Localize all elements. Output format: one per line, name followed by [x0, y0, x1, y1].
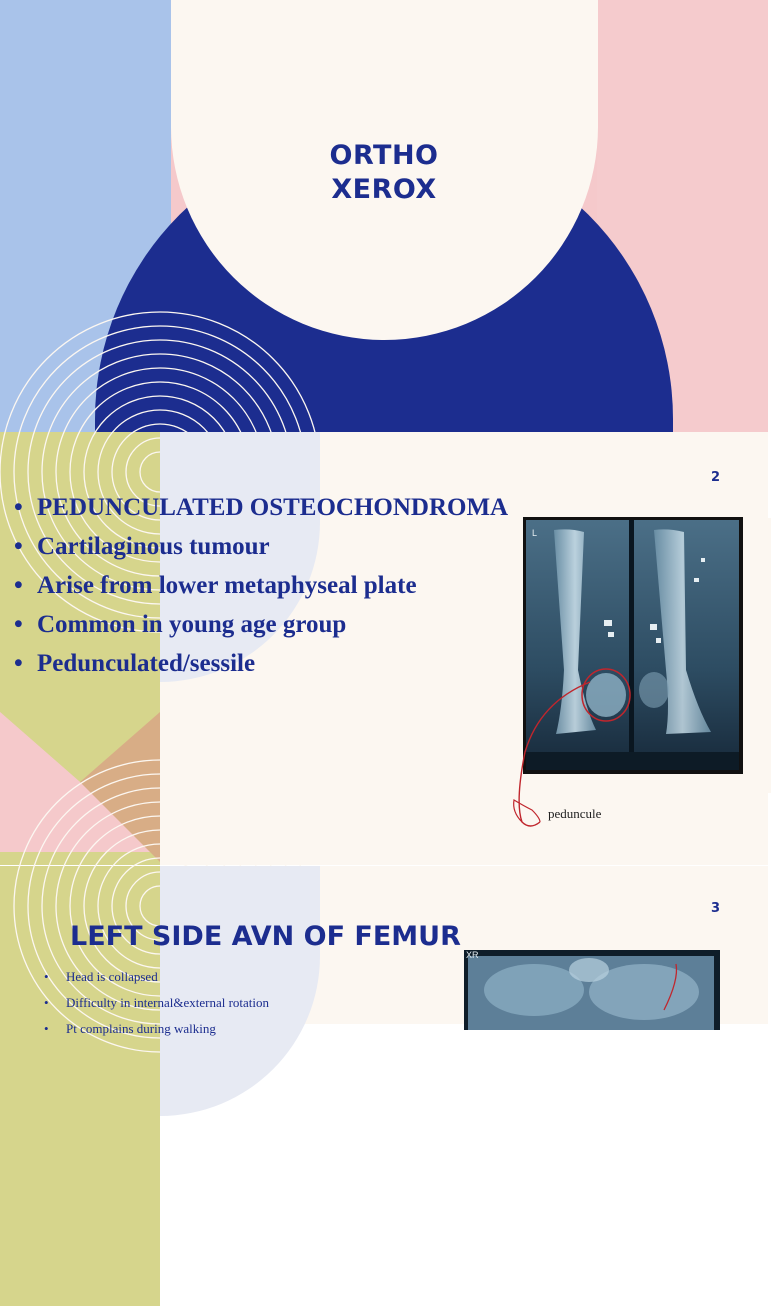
bullet-list [14, 488, 508, 683]
xray-marker: XR [466, 950, 479, 960]
image-caption: peduncule [548, 806, 602, 821]
list-item: • Arise from lower metaphyseal plate [14, 572, 417, 599]
bullet-list [44, 964, 269, 1042]
avn-femur-slide [0, 866, 768, 1036]
slide-number: 3 [710, 901, 720, 916]
list-item: • Common in young age group [14, 611, 347, 638]
pelvis-xray-image [464, 950, 720, 1030]
slide-title-line2: XEROX [331, 174, 437, 205]
list-item: • Difficulty in internal&external rotation [44, 995, 270, 1010]
list-item: • Pedunculated/sessile [14, 650, 256, 677]
list-item: • Pt complains during walking [44, 1021, 216, 1036]
slide-title-line1: ORTHO [329, 140, 439, 171]
slide-heading: LEFT SIDE AVN OF FEMUR [70, 921, 461, 952]
list-item: • Cartilaginous tumour [14, 533, 270, 560]
title-slide [0, 0, 768, 432]
slide-number: 2 [710, 470, 720, 485]
xray-side-marker: L [532, 528, 538, 538]
list-item: • Head is collapsed [44, 969, 158, 984]
osteochondroma-slide [0, 432, 768, 865]
list-item: • PEDUNCULATED OSTEOCHONDROMA [14, 494, 509, 521]
